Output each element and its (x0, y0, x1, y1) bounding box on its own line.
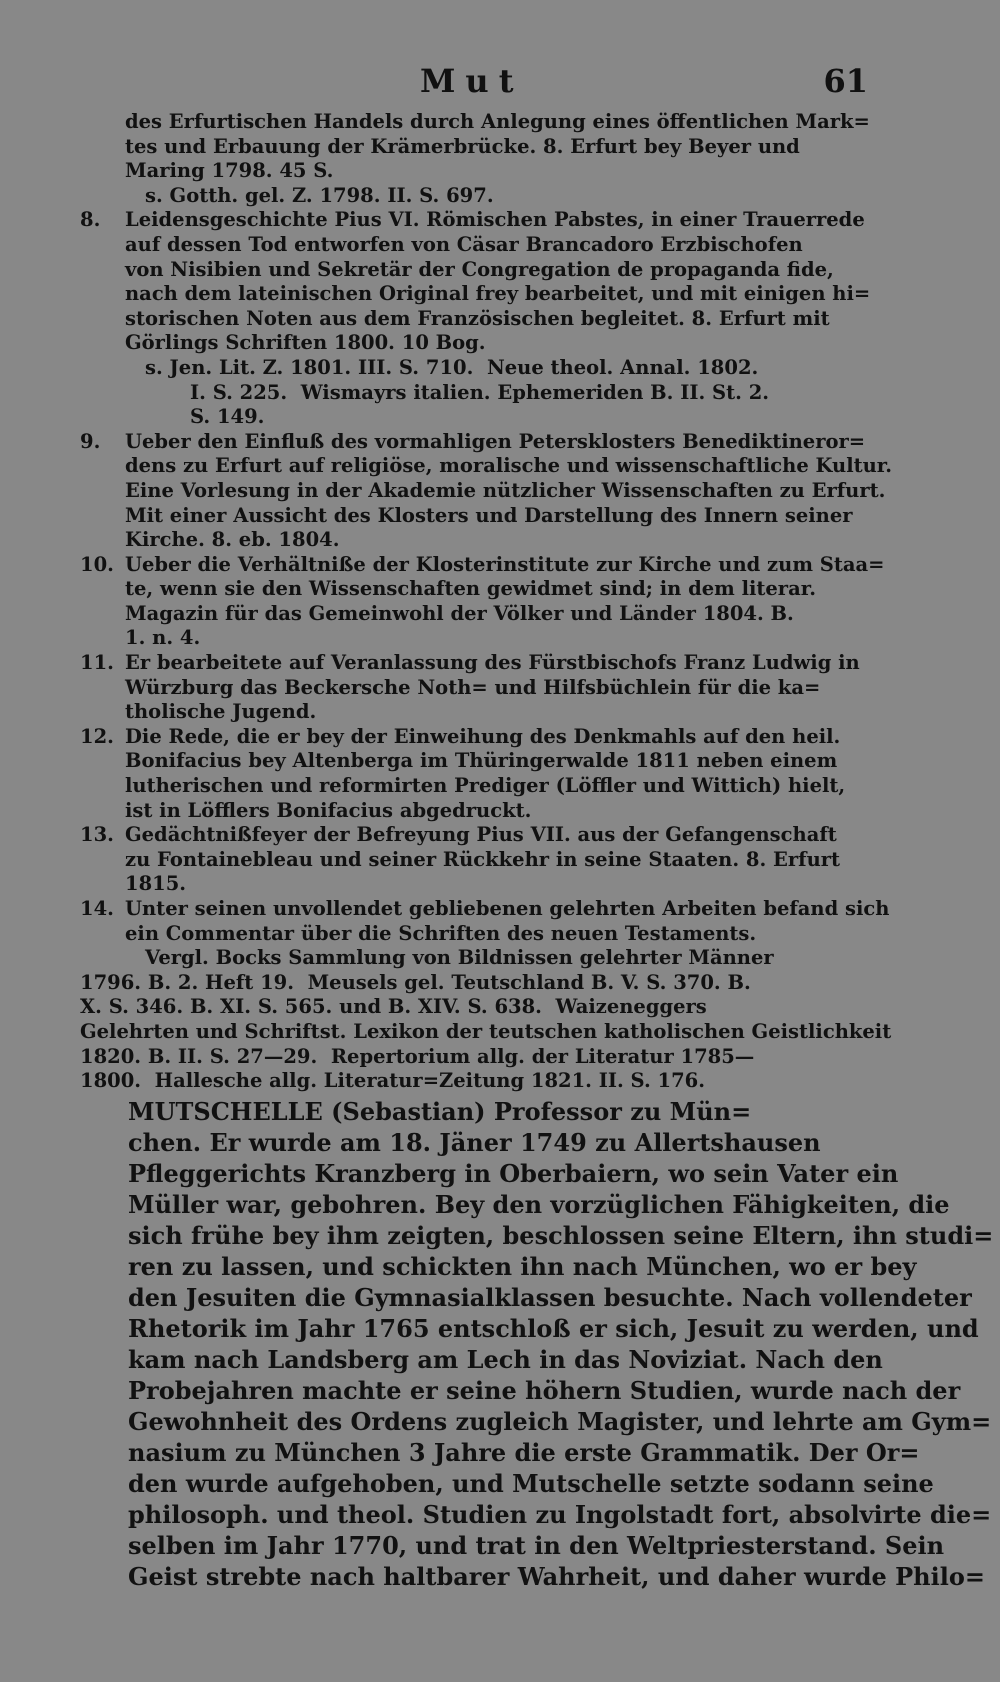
bibliography-line (80, 1045, 876, 1070)
bibliography-line (80, 577, 876, 602)
bibliography-line (80, 110, 876, 135)
line-text: 1. n. 4. (125, 626, 201, 650)
entry-number: 13. (80, 823, 114, 847)
line-text: dens zu Erfurt auf religiöse, moralische und wissenschaftliche Kultur. (125, 454, 893, 478)
bibliography-line (80, 552, 885, 578)
biography-line: sich frühe bey ihm zeigten, beschlossen seine Eltern, ihn studi= (128, 1221, 994, 1250)
bibliography-line (80, 528, 876, 553)
line-text: Würzburg das Beckersche Noth= und Hilfsbüchlein für die ka= (125, 675, 821, 699)
line-text: Ueber die Verhältniße der Klosterinstitute zur Kirche und zum Staa= (125, 552, 885, 576)
line-text: X. S. 346. B. XI. S. 565. und B. XIV. S. 638. Waizeneggers (80, 995, 707, 1019)
biography-line: philosoph. und theol. Studien zu Ingolstadt fort, absolvirte die= (128, 1500, 992, 1529)
bibliography-line (80, 233, 876, 258)
bibliography-line (80, 1019, 892, 1045)
line-text: Er bearbeitete auf Veranlassung des Fürstbischofs Franz Ludwig in (125, 651, 860, 675)
line-text: Ueber den Einfluß des vormahligen Petersklosters Benediktineror= (125, 429, 866, 453)
line-text: Görlings Schriften 1800. 10 Bog. (125, 331, 486, 355)
bibliography-line (80, 356, 876, 381)
line-text: Magazin für das Gemeinwohl der Völker und Länder 1804. B. (125, 601, 794, 625)
bibliography-line (80, 208, 876, 233)
bibliography-line (80, 282, 876, 307)
bibliography-line (80, 676, 876, 701)
bibliography-line (80, 922, 876, 947)
bibliography-line (80, 848, 876, 873)
bibliography-line (80, 626, 876, 651)
bibliography-line (80, 184, 876, 209)
bibliography-line (80, 1069, 876, 1094)
line-text: Eine Vorlesung in der Akademie nützlicher Wissenschaften zu Erfurt. (125, 478, 886, 502)
bibliography-line (80, 258, 876, 283)
bibliography-line (80, 872, 876, 897)
entry-number: 8. (80, 208, 101, 232)
bibliography-line (80, 381, 876, 406)
entry-number: 9. (80, 429, 101, 453)
biography-line: MUTSCHELLE (Sebastian) Professor zu Mün= (128, 1097, 752, 1126)
biography-line: nasium zu München 3 Jahre die erste Grammatik. Der Or= (128, 1438, 920, 1467)
bibliography-line (80, 971, 876, 996)
bibliography-line (80, 135, 876, 160)
entry-number: 11. (80, 651, 114, 675)
running-head: Mut (420, 62, 524, 100)
line-text: zu Fontainebleau und seiner Rückkehr in seine Staaten. 8. Erfurt (125, 847, 841, 871)
line-text: S. 149. (190, 405, 265, 429)
biography-line: Rhetorik im Jahr 1765 entschloß er sich, Jesuit zu werden, und (128, 1314, 979, 1343)
biography-line: Gewohnheit des Ordens zugleich Magister, und lehrte am Gym= (128, 1407, 992, 1436)
biography-line: kam nach Landsberg am Lech in das Noviziat. Nach den (128, 1345, 883, 1374)
bibliography-line (80, 504, 876, 529)
bibliography-line (80, 946, 876, 971)
biography-line: Pfleggerichts Kranzberg in Oberbaiern, wo sein Vater ein (128, 1159, 899, 1188)
line-text: 1796. B. 2. Heft 19. Meusels gel. Teutschland B. V. S. 370. B. (80, 970, 751, 994)
page-number: 61 (823, 62, 868, 100)
bibliography-line (80, 602, 876, 627)
line-text: Vergl. Bocks Sammlung von Bildnissen gelehrter Männer (145, 946, 774, 970)
bibliography-line (80, 331, 876, 356)
biography-line: ren zu lassen, und schickten ihn nach München, wo er bey (128, 1252, 917, 1281)
entry-number: 10. (80, 552, 114, 576)
line-text: I. S. 225. Wismayrs italien. Ephemeriden B. II. St. 2. (190, 380, 770, 404)
line-text: s. Jen. Lit. Z. 1801. III. S. 710. Neue theol. Annal. 1802. (145, 355, 759, 379)
biography-line: den wurde aufgehoben, und Mutschelle setzte sodann seine (128, 1469, 934, 1498)
line-text: von Nisibien und Sekretär der Congregation de propaganda fide, (125, 257, 834, 281)
line-text: tholische Jugend. (125, 700, 317, 724)
page-header (0, 62, 1000, 102)
bibliography-line (80, 774, 876, 799)
line-text: s. Gotth. gel. Z. 1798. II. S. 697. (145, 183, 494, 207)
line-text: 1815. (125, 872, 187, 896)
line-text: Bonifacius bey Altenberga im Thüringerwalde 1811 neben einem (125, 749, 838, 773)
biography-line: selben im Jahr 1770, und trat in den Weltpriesterstand. Sein (128, 1531, 945, 1560)
bibliography-line (80, 700, 876, 725)
line-text: Gelehrten und Schriftst. Lexikon der teutschen katholischen Geistlichkeit (80, 1019, 892, 1043)
bibliography-line (80, 995, 876, 1020)
line-text: Gedächtnißfeyer der Befreyung Pius VII. aus der Gefangenschaft (125, 823, 837, 847)
biography-line: chen. Er wurde am 18. Jäner 1749 zu Allertshausen (128, 1128, 821, 1157)
bibliography-line (80, 405, 876, 430)
biography-line: Geist strebte nach haltbarer Wahrheit, und daher wurde Philo= (128, 1562, 985, 1591)
biography-line: Probejahren machte er seine höhern Studien, wurde nach der (128, 1376, 961, 1405)
entry-number: 14. (80, 897, 114, 920)
bibliography-list (80, 110, 893, 1094)
bibliography-line (80, 799, 876, 824)
bibliography-line (80, 897, 890, 922)
biography-entry (128, 1096, 994, 1592)
biography-line: den Jesuiten die Gymnasialklassen besuchte. Nach vollendeter (128, 1283, 972, 1312)
biography-line: Müller war, gebohren. Bey den vorzüglichen Fähigkeiten, die (128, 1190, 950, 1219)
line-text: Maring 1798. 45 S. (125, 159, 334, 183)
bibliography-line (80, 478, 886, 504)
line-text: Die Rede, die er bey der Einweihung des Denkmahls auf den heil. (125, 724, 841, 748)
bibliography-line (80, 307, 876, 332)
entry-number: 12. (80, 724, 114, 748)
bibliography-line (80, 430, 876, 455)
line-text: storischen Noten aus dem Französischen begleitet. 8. Erfurt mit (125, 306, 830, 330)
line-text: Leidensgeschichte Pius VI. Römischen Pabstes, in einer Trauerrede (125, 208, 865, 232)
bibliography-line (80, 749, 876, 774)
line-text: Kirche. 8. eb. 1804. (125, 528, 340, 552)
line-text: ist in Löfflers Bonifacius abgedruckt. (125, 798, 532, 822)
line-text: des Erfurtischen Handels durch Anlegung eines öffentlichen Mark= (125, 110, 870, 133)
line-text: ein Commentar über die Schriften des neuen Testaments. (125, 921, 757, 945)
line-text: te, wenn sie den Wissenschaften gewidmet sind; in dem literar. (125, 577, 816, 601)
line-text: tes und Erbauung der Krämerbrücke. 8. Erfurt bey Beyer und (125, 134, 800, 158)
line-text: 1800. Hallesche allg. Literatur=Zeitung 1821. II. S. 176. (80, 1069, 706, 1093)
line-text: auf dessen Tod entworfen von Cäsar Brancadoro Erzbischofen (125, 232, 803, 256)
line-text: 1820. B. II. S. 27—29. Repertorium allg. der Literatur 1785— (80, 1044, 755, 1068)
line-text: nach dem lateinischen Original frey bearbeitet, und mit einigen hi= (125, 282, 871, 306)
bibliography-line (80, 159, 876, 184)
line-text: Unter seinen unvollendet gebliebenen gelehrten Arbeiten befand sich (125, 897, 890, 920)
bibliography-line (80, 725, 876, 750)
bibliography-line (80, 454, 893, 479)
bibliography-line (80, 823, 876, 848)
line-text: lutherischen und reformirten Prediger (Löffler und Wittich) hielt, (125, 774, 846, 798)
line-text: Mit einer Aussicht des Klosters und Darstellung des Innern seiner (125, 503, 853, 527)
bibliography-line (80, 651, 876, 676)
